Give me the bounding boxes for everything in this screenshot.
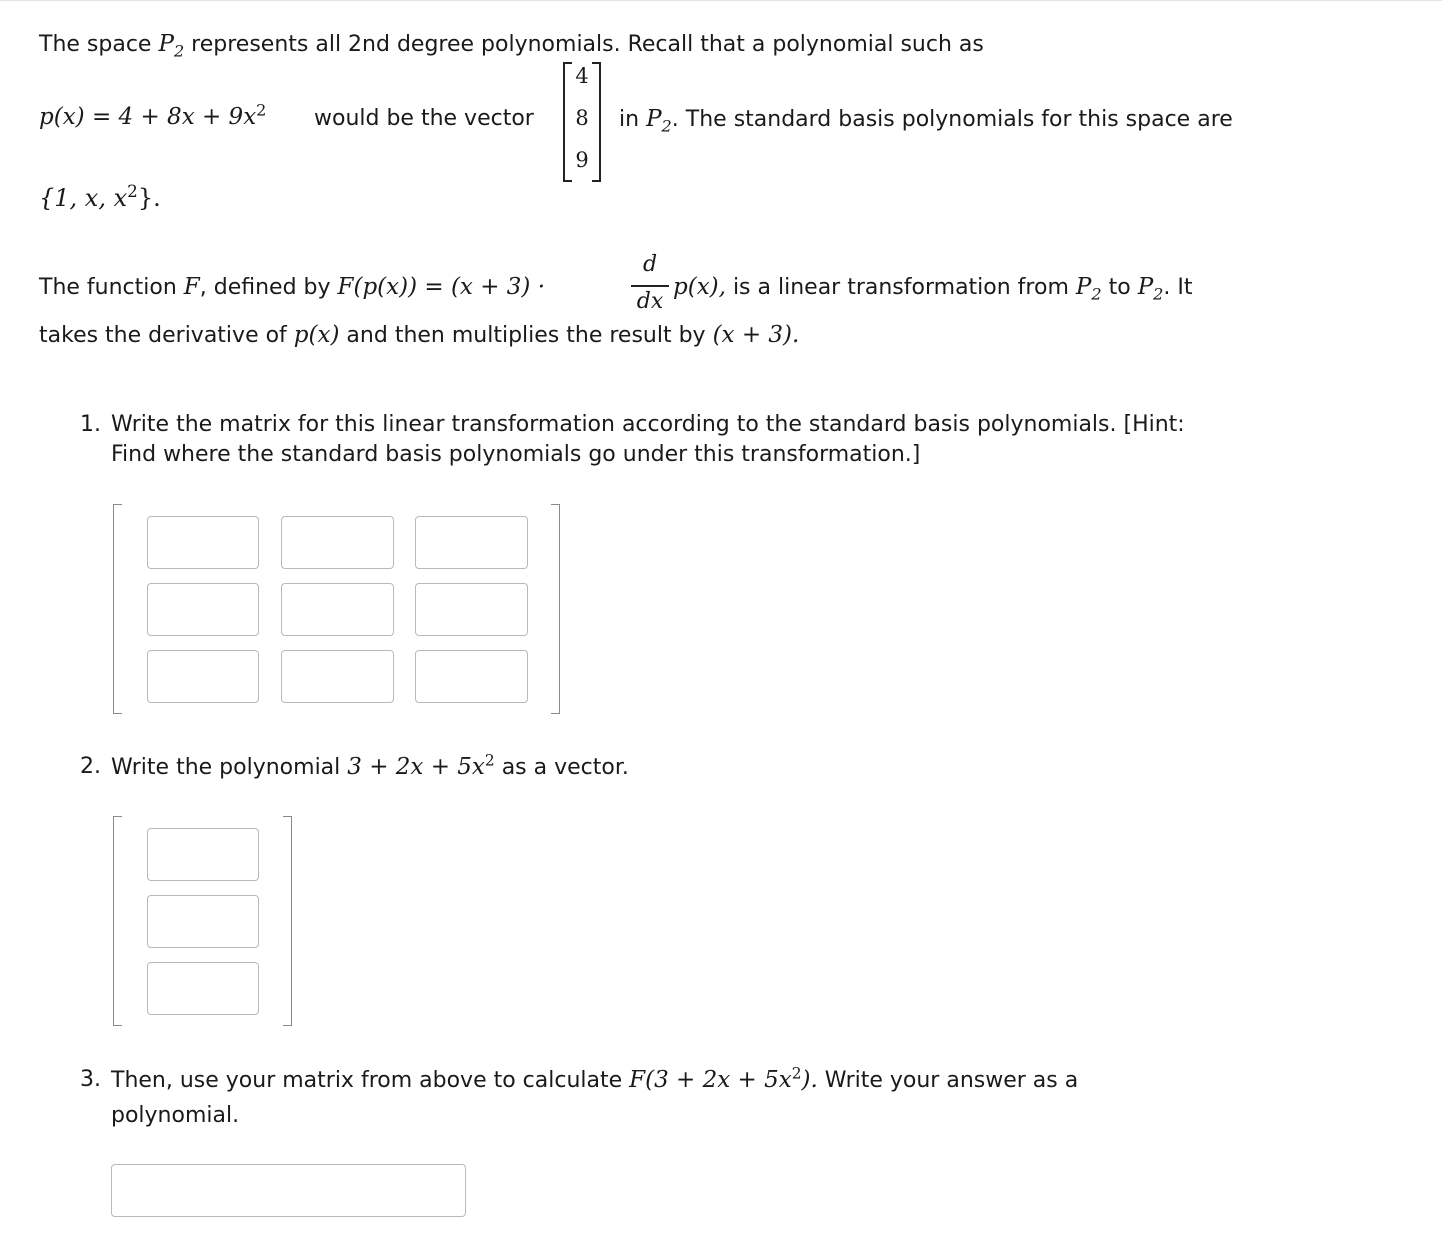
- matrix-entry-r2c3[interactable]: [415, 583, 528, 636]
- vector-entry-3[interactable]: [147, 962, 259, 1015]
- question-2-number: 2.: [80, 754, 101, 779]
- function-def-line-1a: The function F, defined by F(p(x)) = (x + 3) ·: [39, 274, 546, 300]
- matrix-entry-r2c2[interactable]: [281, 583, 394, 636]
- vector-entry-1[interactable]: [147, 828, 259, 881]
- example-vector-entry: 9: [575, 148, 589, 172]
- would-be-text: would be the vector: [314, 106, 534, 131]
- function-def-line-1b: p(x), is a linear transformation from $P_2$ to $P_2$. It: [673, 274, 1193, 304]
- function-def-line-2: takes the derivative of p(x) and then multiplies the result by (x + 3).: [39, 322, 800, 348]
- question-1-text-line-1: Write the matrix for this linear transformation according to the standard basis polynomials. [Hint:: [111, 412, 1185, 437]
- derivative-fraction: d dx: [629, 252, 671, 322]
- matrix-entry-r1c1[interactable]: [147, 516, 259, 569]
- matrix-entry-r3c2[interactable]: [281, 650, 394, 703]
- example-vector: [563, 62, 601, 180]
- intro-line-1: The space $P_2$ represents all 2nd degree polynomials. Recall that a polynomial such as: [39, 31, 984, 61]
- top-divider: [0, 0, 1442, 1]
- matrix-right-bracket: [551, 504, 560, 714]
- question-3-text-line-1: Then, use your matrix from above to calculate $F(3 + 2x + 5x^2)$. Write your answer as a: [111, 1064, 1079, 1093]
- poly-example: $p(x) = 4 + 8x + 9x^2$: [39, 100, 267, 130]
- matrix-entry-r2c1[interactable]: [147, 583, 259, 636]
- example-vector-entry: 4: [575, 64, 589, 88]
- vector-right-bracket: [283, 816, 292, 1026]
- in-space-text: in $P_2$. The standard basis polynomials for this space are: [619, 106, 1233, 136]
- matrix-entry-r3c3[interactable]: [415, 650, 528, 703]
- matrix-left-bracket: [113, 504, 122, 714]
- matrix-entry-r1c2[interactable]: [281, 516, 394, 569]
- example-vector-entry: 8: [575, 106, 589, 130]
- question-1-number: 1.: [80, 412, 101, 437]
- question-2-text: Write the polynomial $3 + 2x + 5x^2$ as a vector.: [111, 751, 629, 780]
- matrix-entry-r3c1[interactable]: [147, 650, 259, 703]
- question-3-number: 3.: [80, 1067, 101, 1092]
- vector-entry-2[interactable]: [147, 895, 259, 948]
- polynomial-answer-input[interactable]: [111, 1164, 466, 1217]
- question-1-text-line-2: Find where the standard basis polynomials go under this transformation.]: [111, 442, 921, 467]
- vector-left-bracket: [113, 816, 122, 1026]
- question-3-text-line-2: polynomial.: [111, 1103, 240, 1128]
- basis-set: {1, x, $x^2$}.: [39, 181, 161, 212]
- matrix-entry-r1c3[interactable]: [415, 516, 528, 569]
